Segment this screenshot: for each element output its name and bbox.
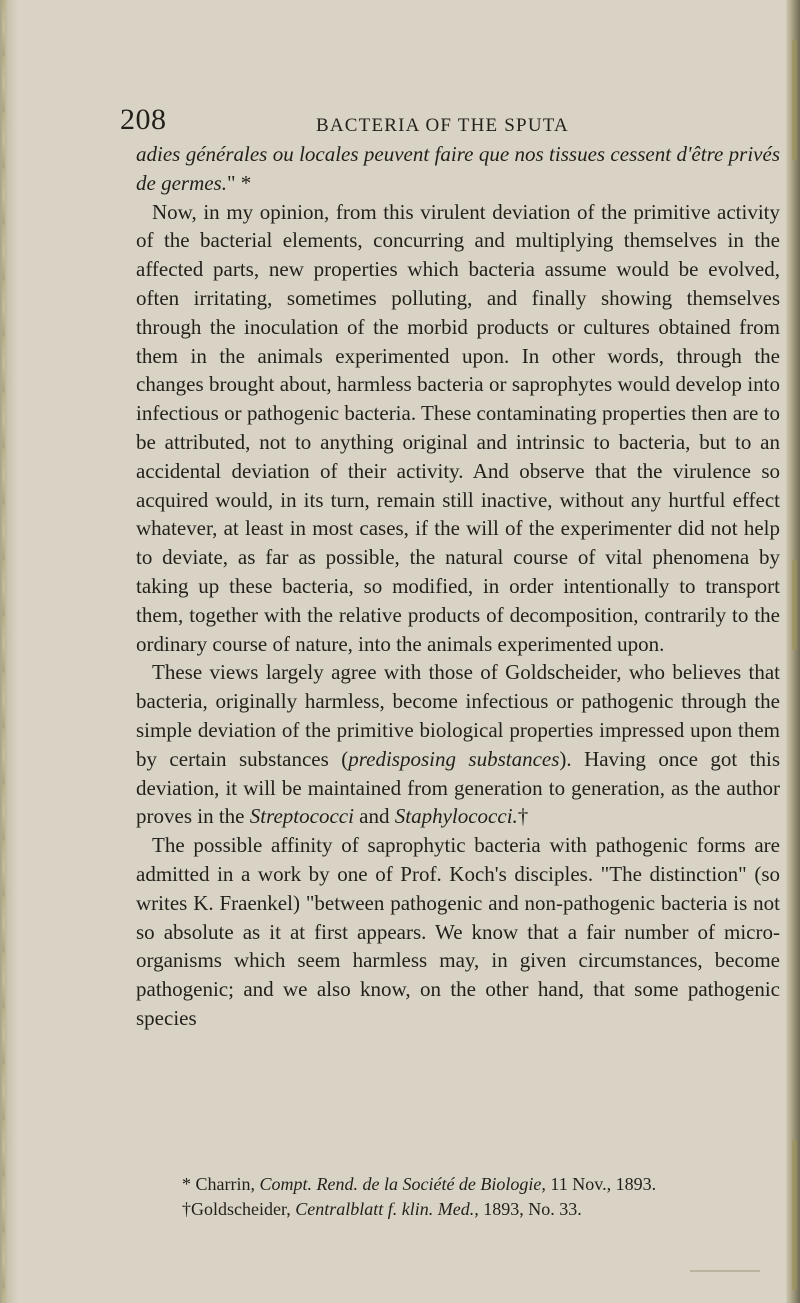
edge-stain (792, 40, 797, 160)
running-title: BACTERIA OF THE SPUTA (316, 115, 569, 136)
predisposing-substances: predisposing substances (348, 746, 560, 771)
french-quote: adies générales ou locales peuvent faire que nos tissues cessent d'être privés de germes. (136, 142, 780, 195)
binding-shadow (2, 0, 5, 1303)
footnote-2: †Goldscheider, Centralblatt f. klin. Med., 1893, No. 33. (182, 1199, 582, 1219)
bleed-through-mark (690, 1270, 760, 1272)
paragraph-affinity: The possible affinity of saprophytic bacteria with pathogenic forms are admitted in a work by one of Prof. Koch's disciples. "The distinction" (so writes K. Fraenkel) "between pathogenic and non-pathogenic bacteria is not so absolute as it at first appears. We know that a fair number of micro-organisms which seem harmless may, in given circumstances, become pathogenic; and we also know, on the other hand, that some pathogenic species (136, 833, 780, 1030)
paragraph-continued (136, 140, 780, 198)
staphylococci-term: Staphylococci. (394, 804, 518, 829)
page-number: 208 (120, 103, 167, 136)
streptococci-term: Streptococci (249, 804, 354, 829)
footnote-ref-dagger: † (517, 804, 529, 829)
edge-stain (792, 1140, 797, 1290)
paragraph-opinion: Now, in my opinion, from this virulent deviation of the primitive activity of the bacterial elements, concurring and multiplying themselves in the affected parts, new properties which bacteria assume would be evolved, often irritating, sometimes polluting, and finally showing themselves through the inoculation of the morbid products or cultures obtained from them in the animals experimented upon. In other words, through the changes brought about, harmless bacteria or saprophytes would develop into infectious or pathogenic bacteria. These contaminating properties then are to be attributed, not to anything original and intrinsic to bacteria, but to an accidental deviation of their activity. And observe that the virulence so acquired would, in its turn, remain still inactive, without any hurtful effect whatever, at least in most cases, if the will of the experimenter did not help to deviate, as far as possible, the natural course of vital phenomena by taking up these bacteria, so modified, in order intentionally to transport them, together with the relative products of decomposition, contrarily to the ordinary course of nature, into the animals experimented upon. (136, 199, 780, 656)
footnotes (182, 1172, 782, 1222)
edge-stain (792, 560, 797, 650)
footnote-1: * Charrin, Compt. Rend. de la Société de Biologie, 11 Nov., 1893. (182, 1174, 657, 1194)
scan-left-margin (0, 0, 18, 1303)
paragraph-goldscheider: These views largely agree with those of Goldscheider, who believes that bacteria, originally harmless, become infectious or pathogenic through the simple deviation of the primitive biological properties impressed upon them by certain substances (predisposing substances). Having once got this deviation, it will be maintained from generation to generation, as the author proves in the Streptococci and Staphylococci.† (136, 660, 780, 829)
footnote-ref-star: " * (226, 170, 252, 195)
scan-right-edge (786, 0, 800, 1303)
body-text (136, 140, 780, 1033)
